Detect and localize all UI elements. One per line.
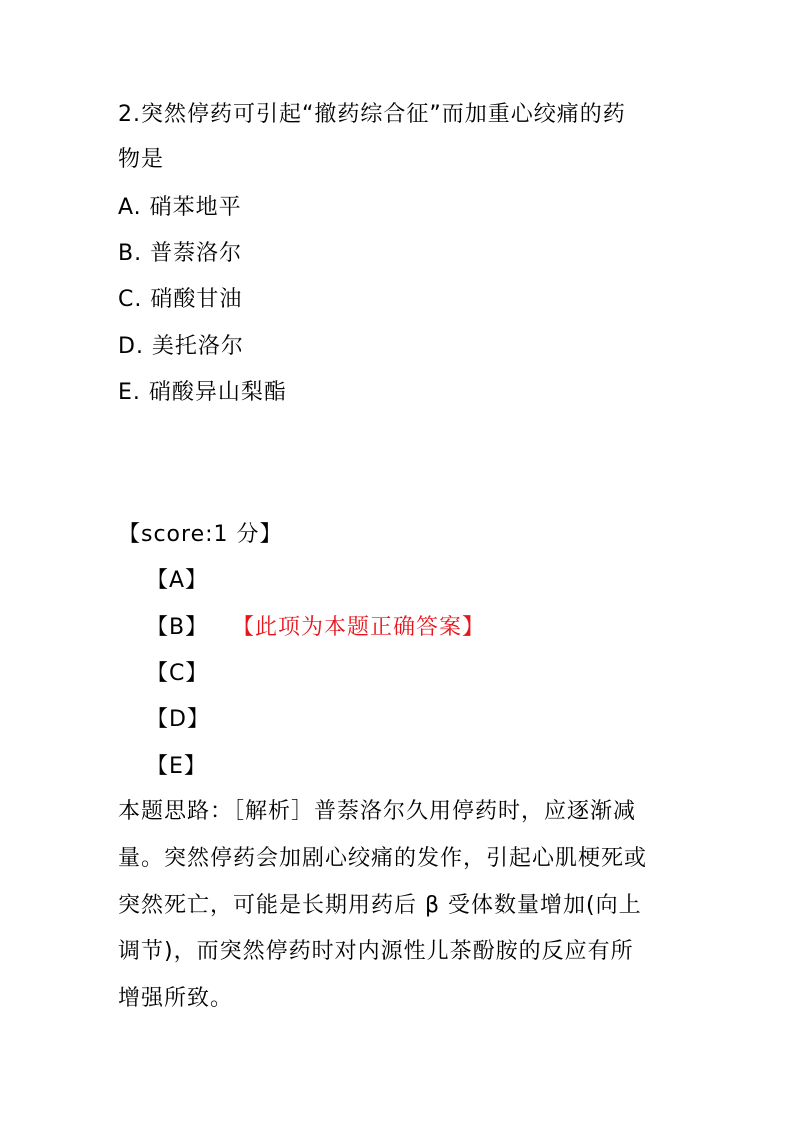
answer-option-b: 【B】 (146, 615, 209, 640)
option-c: C. 硝酸甘油 (118, 287, 243, 312)
answer-option-e: 【E】 (146, 754, 207, 779)
option-a: A. 硝苯地平 (118, 195, 242, 220)
option-e: E. 硝酸异山梨酯 (118, 380, 287, 405)
answer-option-d: 【D】 (146, 707, 210, 732)
score-label: 【score:1 分】 (118, 522, 283, 547)
option-b: B. 普萘洛尔 (118, 241, 243, 266)
question-text-line-2: 物是 (118, 147, 165, 172)
correct-answer-marker: 【此项为本题正确答案】 (232, 615, 486, 640)
explanation-line-2: 量。突然停药会加剧心绞痛的发作，引起心肌梗死或 (118, 846, 648, 871)
option-d: D. 美托洛尔 (118, 334, 244, 359)
answer-option-c: 【C】 (146, 661, 209, 686)
explanation-line-3: 突然死亡，可能是长期用药后 β 受体数量增加(向上 (118, 893, 642, 918)
explanation-line-1: 本题思路：［解析］普萘洛尔久用停药时，应逐渐减 (118, 799, 637, 824)
explanation-line-5: 增强所致。 (118, 986, 234, 1011)
question-text-line-1: 2.突然停药可引起“撤药综合征”而加重心绞痛的药 (118, 102, 626, 127)
answer-option-a: 【A】 (146, 568, 209, 593)
explanation-line-4: 调节)，而突然停药时对内源性儿茶酚胺的反应有所 (118, 939, 634, 964)
